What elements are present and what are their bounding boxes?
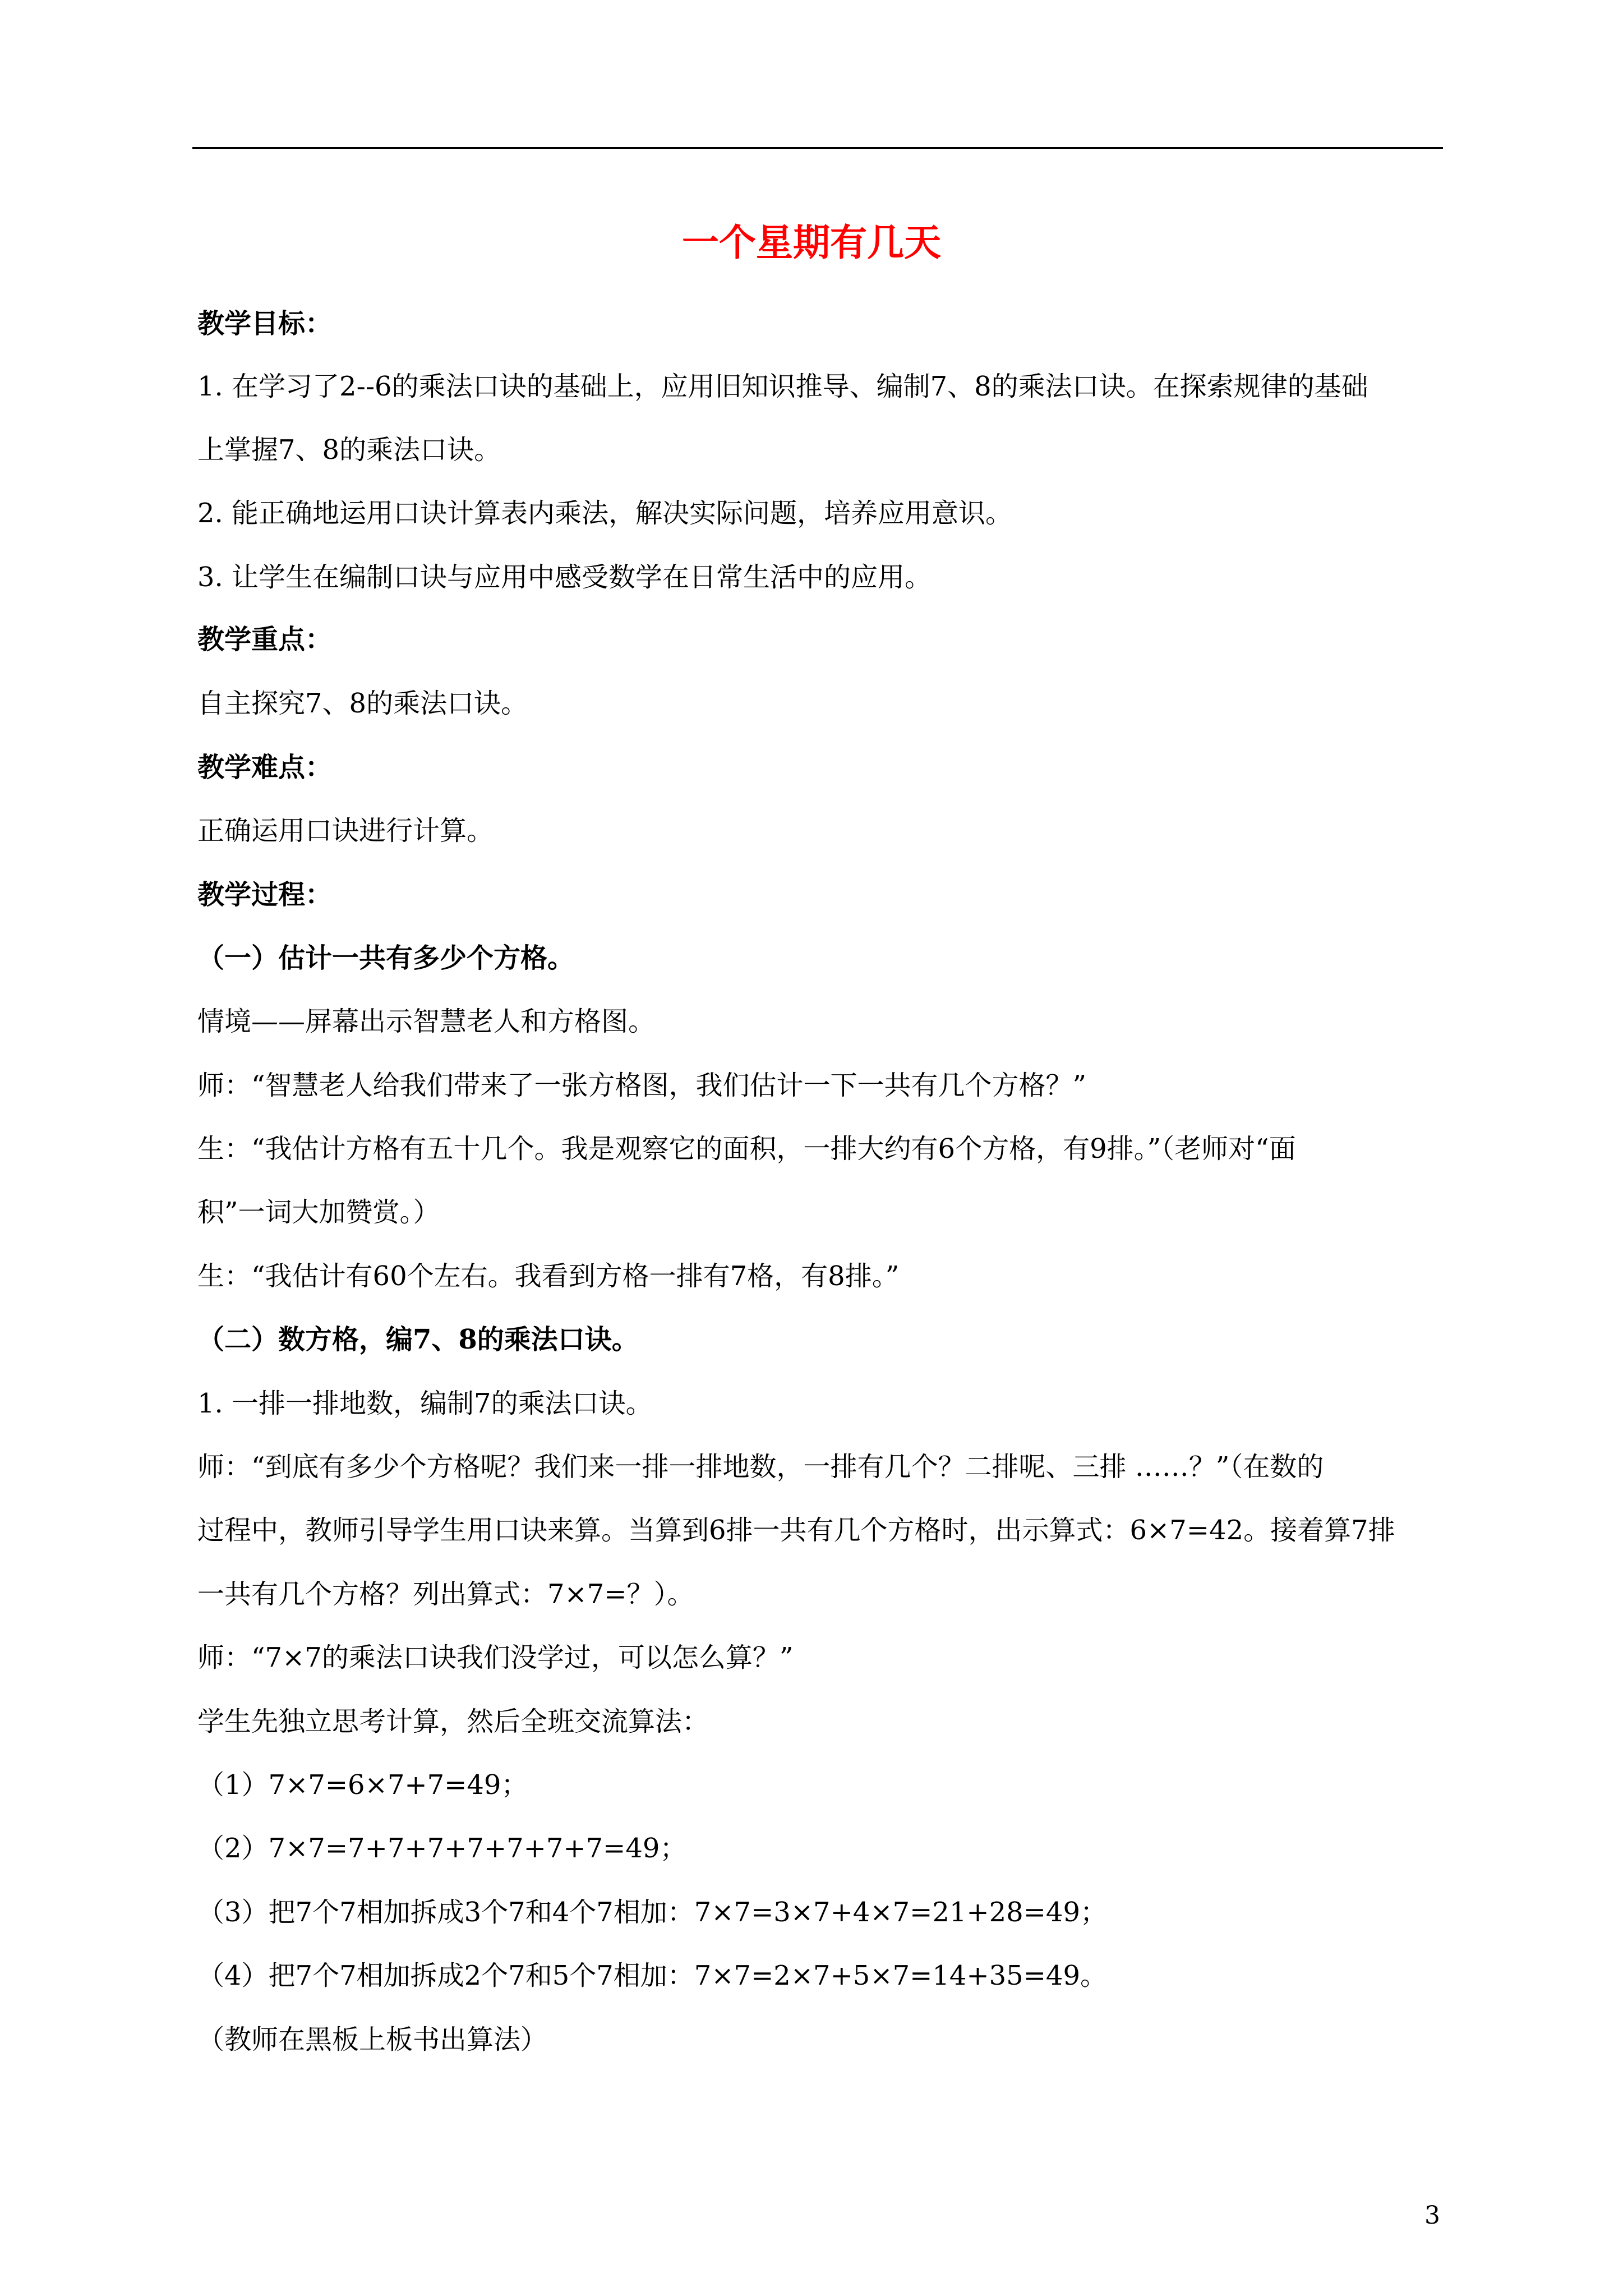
body-line: 生：“我估计方格有五十几个。我是观察它的面积，一排大约有6个方格，有9排。”（老师对“面	[197, 1133, 1296, 1165]
body-line: 一共有几个方格？列出算式：7×7=？）。	[197, 1579, 694, 1610]
body-line: 上掌握7、8的乘法口诀。	[197, 434, 501, 466]
body-line: 自主探究7、8的乘法口诀。	[197, 688, 528, 719]
body-line: （4）把7个7相加拆成2个7和5个7相加：7×7=2×7+5×7=14+35=49。	[197, 1960, 1107, 1991]
body-line: 1. 一排一排地数，编制7的乘法口诀。	[197, 1388, 653, 1419]
body-line: 情境——屏幕出示智慧老人和方格图。	[197, 1006, 656, 1037]
body-line: 过程中，教师引导学生用口诀来算。当算到6排一共有几个方格时，出示算式：6×7=42。接着算7排	[197, 1515, 1395, 1546]
body-line: 1. 在学习了2--6的乘法口诀的基础上，应用旧知识推导、编制7、8的乘法口诀。在探索规律的基础	[197, 371, 1368, 402]
body-line: 师：“智慧老人给我们带来了一张方格图，我们估计一下一共有几个方格？”	[197, 1070, 1087, 1101]
body-line: 师：“到底有多少个方格呢？我们来一排一排地数，一排有几个？二排呢、三排 ……？”（在数的	[197, 1451, 1324, 1483]
section-heading: （二）数方格，编7、8的乘法口诀。	[197, 1324, 639, 1355]
body-line: 生：“我估计有60个左右。我看到方格一排有7格，有8排。”	[197, 1260, 900, 1292]
section-heading: 教学过程：	[197, 879, 333, 910]
document-title: 一个星期有几天	[682, 220, 941, 264]
body-line: 3. 让学生在编制口诀与应用中感受数学在日常生活中的应用。	[197, 562, 932, 593]
section-heading: 教学重点：	[197, 624, 333, 655]
body-line: 学生先独立思考计算，然后全班交流算法：	[197, 1706, 709, 1737]
page-number: 3	[1424, 2201, 1440, 2230]
body-line: 正确运用口诀进行计算。	[197, 815, 494, 846]
body-line: （1）7×7=6×7+7=49；	[197, 1769, 528, 1801]
header-rule	[192, 147, 1443, 149]
body-line: 积”一词大加赞赏。）	[197, 1197, 440, 1228]
body-line: （3）把7个7相加拆成3个7和4个7相加：7×7=3×7+4×7=21+28=49；	[197, 1897, 1107, 1928]
body-line: （教师在黑板上板书出算法）	[197, 2024, 548, 2055]
body-line: 师：“7×7的乘法口诀我们没学过，可以怎么算？”	[197, 1642, 794, 1673]
section-heading: （一）估计一共有多少个方格。	[197, 942, 575, 974]
section-heading: 教学难点：	[197, 752, 333, 783]
body-line: （2）7×7=7+7+7+7+7+7+7=49；	[197, 1833, 687, 1864]
body-line: 2. 能正确地运用口诀计算表内乘法，解决实际问题，培养应用意识。	[197, 498, 1013, 529]
section-heading: 教学目标：	[197, 308, 333, 339]
